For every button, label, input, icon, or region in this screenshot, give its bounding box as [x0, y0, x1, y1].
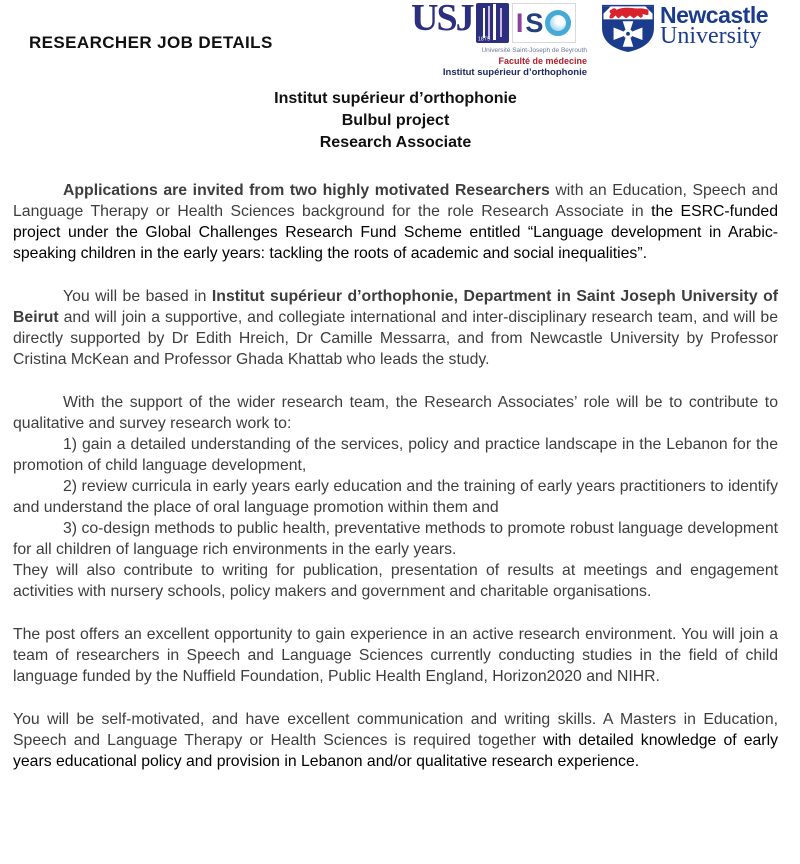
project-heading: Bulbul project: [341, 112, 450, 129]
institute-heading: Institut supérieur d’orthophonie: [274, 90, 517, 107]
duties-intro: With the support of the wider research team, the Research Associates’ role will be to contribute to qualitative and survey research work to:: [13, 394, 778, 432]
usj-logo-row: [411, 0, 587, 44]
black-text-run: with detailed knowledge of early years educational policy and provision in Lebanon and/or qualitative research experience.: [13, 732, 778, 770]
usj-university-name: Université Saint-Joseph de Beyrouth: [481, 47, 587, 54]
duty-item-3: 3) co-design methods to public health, preventative methods to promote robust language development for all children of language rich environments in the early years.: [13, 520, 778, 558]
duties-outro: They will also contribute to writing for publication, presentation of results at meetings and engagement activities with nursery schools, policy makers and government and charitable organisations.: [13, 562, 778, 600]
text-run: and will join a supportive, and collegiate international and inter-disciplinary research team, and will be directly supported by Dr Edith Hreich, Dr Camille Messarra, and from Newcastle University by Professor Cristina McKean and Professor Ghada Khattab who leads the study.: [13, 309, 778, 368]
role-heading: Research Associate: [319, 134, 472, 151]
usj-emblem-icon: [476, 3, 509, 43]
paragraph-role-duties: [13, 392, 778, 602]
newcastle-university-wordmark: University: [660, 23, 762, 49]
iso-letter-o-icon: [545, 10, 571, 36]
text-run: with an Education, Speech and Language Therapy or Health Sciences background for the role Research Associate in: [13, 182, 778, 220]
paragraph-requirements: [13, 709, 778, 772]
bold-run: Institut supérieur d’orthophonie, Department in Saint Joseph University of Beirut: [13, 288, 778, 326]
usj-bar-icon: [493, 4, 496, 40]
paragraph-applications: [13, 180, 778, 264]
document-header: [0, 0, 800, 86]
iso-emblem: [512, 3, 576, 43]
paragraph-location: [13, 286, 778, 370]
bold-run: Applications are invited from two highly motivated Researchers: [63, 182, 550, 199]
usj-acronym: USJ: [411, 0, 473, 39]
document-title-block: [13, 88, 778, 154]
usj-faculty-name: Faculté de médecine: [498, 56, 587, 66]
newcastle-logo: [601, 3, 768, 78]
usj-bar-icon: [483, 8, 485, 38]
paragraph-opportunity: The post offers an excellent opportunity to gain experience in an active research environment. You will join a team of researchers in Speech and Language Sciences currently conducting studies in the field of child language funded by the Nuffield Foundation, Public Health England, Horizon2020 and NIHR.: [13, 626, 778, 685]
text-run: You will be based in: [63, 288, 212, 305]
usj-institute-name: Institut supérieur d’orthophonie: [442, 67, 587, 78]
iso-letter-i: I: [515, 7, 524, 38]
logos: [411, 0, 769, 78]
newcastle-wordmark: Newcastle: [660, 2, 769, 28]
document-body: [0, 88, 800, 772]
duty-item-2: 2) review curricula in early years early education and the training of early years practitioners to identify and understand the place of oral language promotion within them and: [13, 478, 778, 516]
black-text-run: the ESRC-funded project under the Global Challenges Research Fund Scheme entitled “Language development in Arabic-speaking children in the early years: tackling the roots of academic and social inequalities”.: [13, 203, 778, 262]
usj-founding-year: 1875: [477, 36, 490, 42]
text-run: You will be self-motivated, and have excellent communication and writing skills. A Masters in Education, Speech and Language Therapy or Health Sciences is required together: [13, 711, 778, 749]
iso-letter-s: S: [525, 7, 544, 38]
usj-logo: [411, 0, 587, 78]
duty-item-1: 1) gain a detailed understanding of the services, policy and practice landscape in the Lebanon for the promotion of child language development,: [13, 436, 778, 474]
newcastle-shield-icon: [601, 3, 655, 53]
newcastle-wordmark-block: [660, 3, 768, 47]
usj-bar-icon: [488, 6, 490, 39]
usj-bar-icon: [500, 8, 502, 37]
page-title: RESEARCHER JOB DETAILS: [29, 33, 273, 52]
